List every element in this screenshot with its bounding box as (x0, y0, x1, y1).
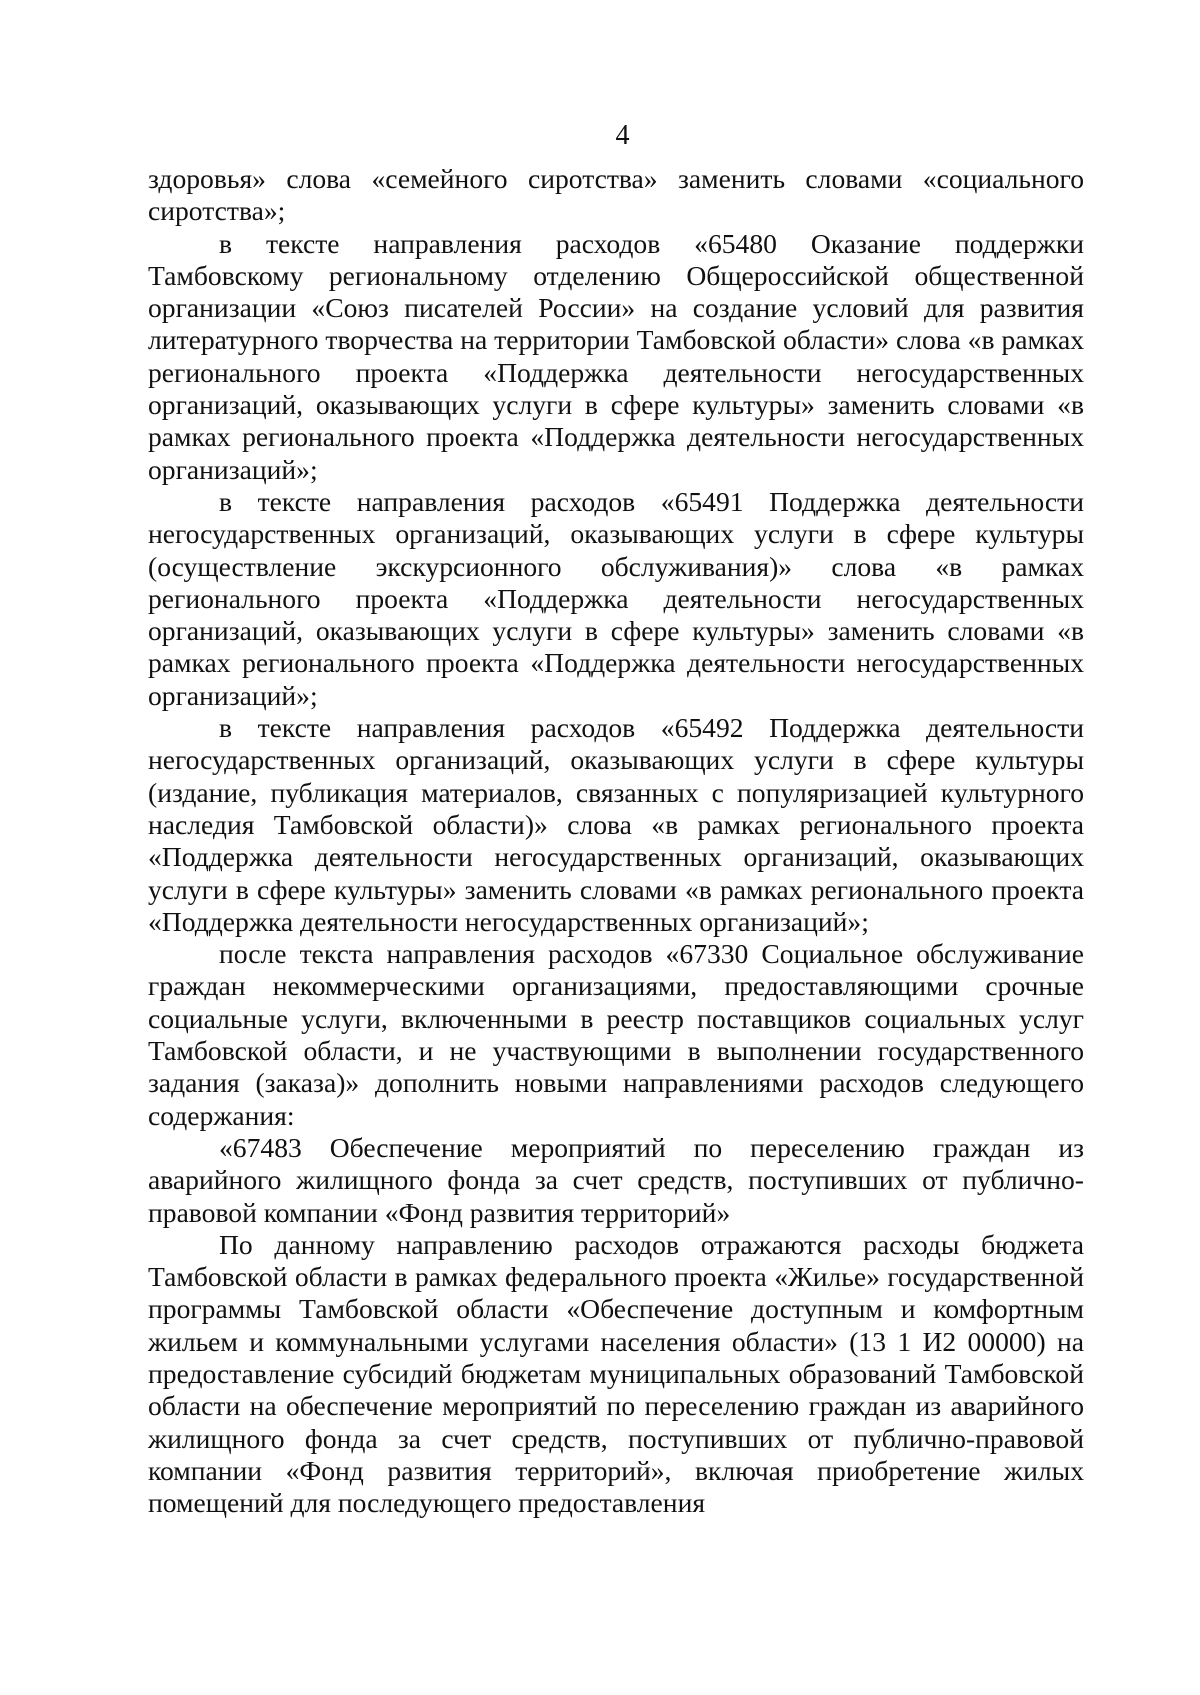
paragraph-7: По данному направлению расходов отражаются расходы бюджета Тамбовской области в рамках федерального проекта «Жилье» государственной программы Тамбовской области «Обеспечение доступным и комфортным жильем и коммунальными услугами населения области» (13 1 И2 00000) на предоставление субсидий бюджетам муниципальных образований Тамбовской области на обеспечение мероприятий по переселению граждан из аварийного жилищного фонда за счет средств, поступивших от публично-правовой компании «Фонд развития территорий», включая приобретение жилых помещений для последующего предоставления (148, 1228, 1084, 1519)
paragraph-4: в тексте направления расходов «65492 Поддержка деятельности негосударственных организаций, оказывающих услуги в сфере культуры (издание, публикация материалов, связанных с популяризацией культурного наследия Тамбовской области)» слова «в рамках регионального проекта «Поддержка деятельности негосударственных организаций, оказывающих услуги в сфере культуры» заменить словами «в рамках регионального проекта «Поддержка деятельности негосударственных организаций»; (148, 712, 1084, 937)
document-body (148, 163, 1084, 1519)
paragraph-5: после текста направления расходов «67330 Социальное обслуживание граждан некоммерческими организациями, предоставляющими срочные социальные услуги, включенными в реестр поставщиков социальных услуг Тамбовской области, и не участвующими в выполнении государственного задания (заказа)» дополнить новыми направлениями расходов следующего содержания: (148, 938, 1084, 1131)
paragraph-1: здоровья» слова «семейного сиротства» заменить словами «социального сиротства»; (148, 163, 1084, 227)
paragraph-6: «67483 Обеспечение мероприятий по переселению граждан из аварийного жилищного фонда за счет средств, поступивших от публично-правовой компании «Фонд развития территорий» (148, 1131, 1084, 1228)
paragraph-3: в тексте направления расходов «65491 Поддержка деятельности негосударственных организаций, оказывающих услуги в сфере культуры (осуществление экскурсионного обслуживания)» слова «в рамках регионального проекта «Поддержка деятельности негосударственных организаций, оказывающих услуги в сфере культуры» заменить словами «в рамках регионального проекта «Поддержка деятельности негосударственных организаций»; (148, 485, 1084, 711)
page-number: 4 (615, 120, 630, 151)
paragraph-2: в тексте направления расходов «65480 Оказание поддержки Тамбовскому региональному отделению Общероссийской общественной организации «Союз писателей России» на создание условий для развития литературного творчества на территории Тамбовской области» слова «в рамках регионального проекта «Поддержка деятельности негосударственных организаций, оказывающих услуги в сфере культуры» заменить словами «в рамках регионального проекта «Поддержка деятельности негосударственных организаций»; (148, 227, 1084, 485)
